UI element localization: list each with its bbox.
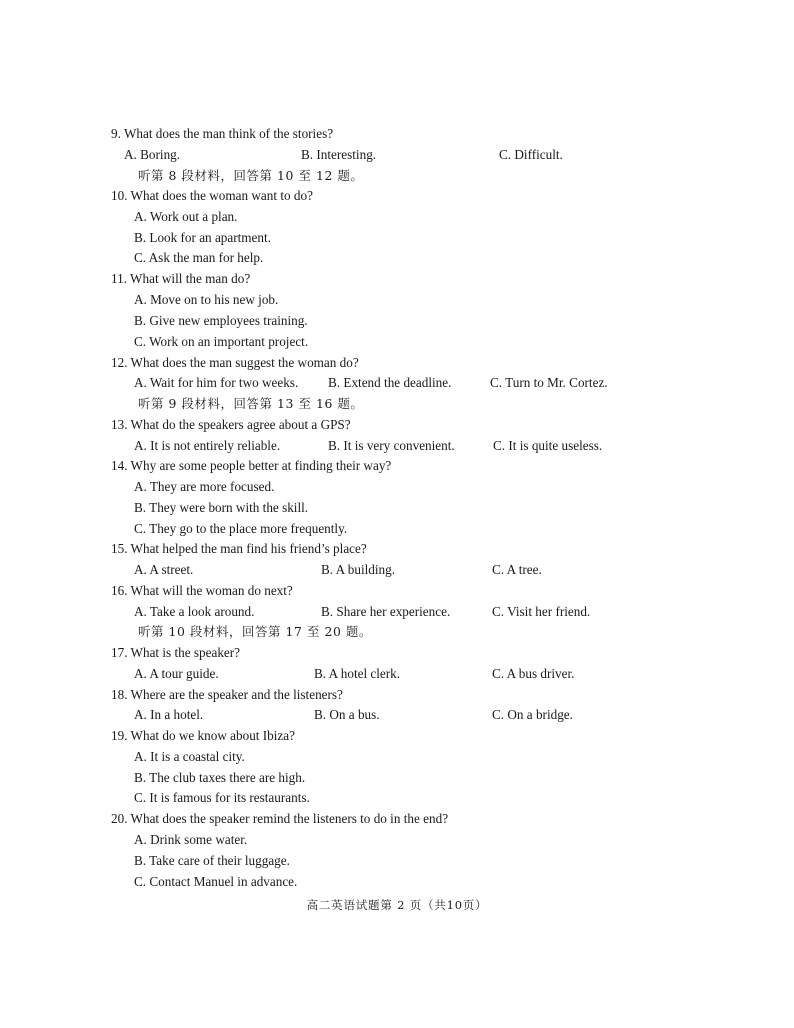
page-footer: 高二英语试题第 2 页（共10页） (306, 898, 488, 912)
question-20-option-c: C. Contact Manuel in advance. (134, 874, 298, 889)
question-15-stem: 15. What helped the man find his friend’s place? (111, 541, 367, 556)
question-13-option-c: C. It is quite useless. (493, 438, 603, 453)
section-9-instruction: 听第 9 段材料，回答第 13 至 16 题。 (138, 396, 364, 411)
question-19-option-c: C. It is famous for its restaurants. (134, 790, 310, 805)
question-15-option-a: A. A street. (134, 562, 194, 577)
question-9-option-a: A. Boring. (124, 147, 181, 162)
question-13-stem: 13. What do the speakers agree about a GPS? (111, 417, 351, 432)
question-16-option-c: C. Visit her friend. (492, 604, 591, 619)
question-14-option-c: C. They go to the place more frequently. (134, 521, 348, 536)
question-13-option-b: B. It is very convenient. (328, 438, 455, 453)
question-14-stem: 14. Why are some people better at finding their way? (111, 458, 392, 473)
question-16-option-b: B. Share her experience. (321, 604, 451, 619)
question-18-option-c: C. On a bridge. (492, 707, 573, 722)
question-18-option-b: B. On a bus. (314, 707, 380, 722)
question-20-stem: 20. What does the speaker remind the listeners to do in the end? (111, 811, 449, 826)
question-10-option-c: C. Ask the man for help. (134, 250, 264, 265)
question-17-option-a: A. A tour guide. (134, 666, 219, 681)
question-17-option-c: C. A bus driver. (492, 666, 575, 681)
question-14-option-b: B. They were born with the skill. (134, 500, 309, 515)
question-19-stem: 19. What do we know about Ibiza? (111, 728, 295, 743)
question-11-option-b: B. Give new employees training. (134, 313, 308, 328)
question-9-stem: 9. What does the man think of the stories? (111, 126, 334, 141)
question-15-option-c: C. A tree. (492, 562, 542, 577)
question-15-option-b: B. A building. (321, 562, 396, 577)
question-18-option-a: A. In a hotel. (134, 707, 204, 722)
section-10-instruction: 听第 10 段材料，回答第 17 至 20 题。 (138, 624, 373, 639)
question-19-option-b: B. The club taxes there are high. (134, 770, 306, 785)
section-8-instruction: 听第 8 段材料，回答第 10 至 12 题。 (138, 168, 364, 183)
question-10-option-a: A. Work out a plan. (134, 209, 238, 224)
question-10-option-b: B. Look for an apartment. (134, 230, 271, 245)
question-12-option-a: A. Wait for him for two weeks. (134, 375, 299, 390)
question-9-option-b: B. Interesting. (301, 147, 377, 162)
question-10-stem: 10. What does the woman want to do? (111, 188, 313, 203)
question-11-stem: 11. What will the man do? (111, 271, 251, 286)
question-12-option-c: C. Turn to Mr. Cortez. (490, 375, 608, 390)
question-11-option-a: A. Move on to his new job. (134, 292, 279, 307)
question-9-option-c: C. Difficult. (499, 147, 563, 162)
question-20-option-b: B. Take care of their luggage. (134, 853, 290, 868)
question-16-option-a: A. Take a look around. (134, 604, 255, 619)
question-12-option-b: B. Extend the deadline. (328, 375, 452, 390)
question-12-stem: 12. What does the man suggest the woman do? (111, 355, 359, 370)
question-17-stem: 17. What is the speaker? (111, 645, 241, 660)
question-18-stem: 18. Where are the speaker and the listeners? (111, 687, 343, 702)
question-14-option-a: A. They are more focused. (134, 479, 275, 494)
question-19-option-a: A. It is a coastal city. (134, 749, 245, 764)
question-16-stem: 16. What will the woman do next? (111, 583, 293, 598)
question-17-option-b: B. A hotel clerk. (314, 666, 401, 681)
question-20-option-a: A. Drink some water. (134, 832, 248, 847)
question-13-option-a: A. It is not entirely reliable. (134, 438, 281, 453)
question-11-option-c: C. Work on an important project. (134, 334, 309, 349)
